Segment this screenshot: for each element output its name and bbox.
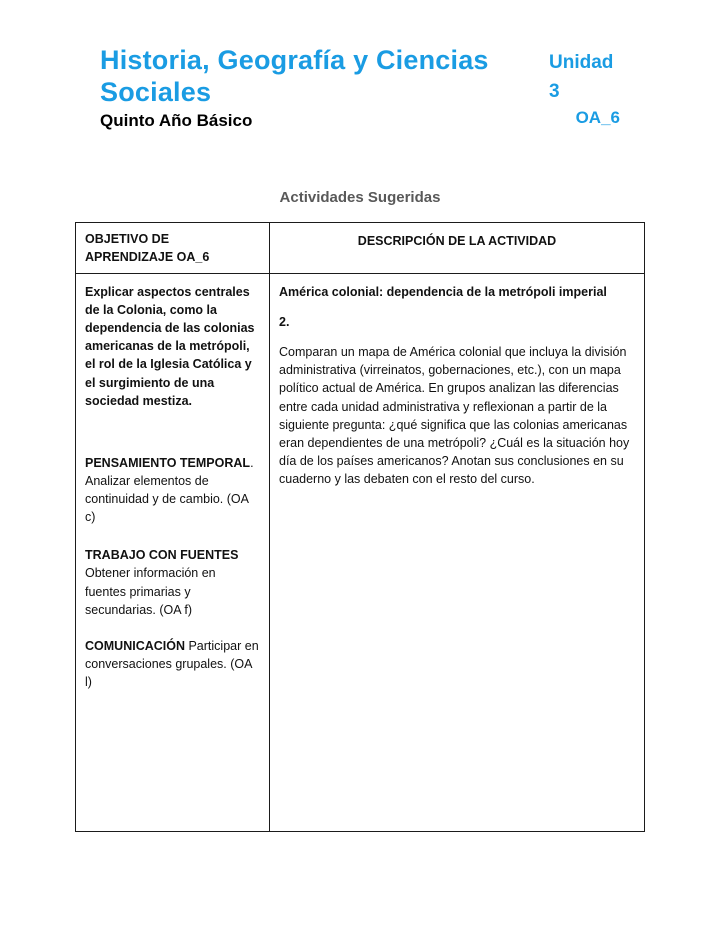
unit-label: Unidad 3: [549, 52, 614, 102]
activities-table: [75, 222, 645, 832]
header-right-block: [549, 49, 620, 131]
skill-text: . Analizar elementos de continuidad y de cambio. (OA c): [85, 455, 254, 525]
doc-subtitle: Quinto Año Básico: [100, 110, 253, 130]
section-title: Actividades Sugeridas: [279, 188, 441, 206]
activity-number: 2.: [279, 315, 290, 330]
skill-text: Participar en conversaciones grupales. (OA l): [85, 638, 259, 690]
skill-comunicacion: [85, 637, 260, 691]
col-header-objective: OBJETIVO DE APRENDIZAJE OA_6: [76, 223, 270, 274]
skill-label: TRABAJO CON FUENTES: [85, 548, 239, 563]
oa-label: OA_6: [575, 108, 620, 128]
skill-pensamiento-temporal: [85, 454, 260, 527]
doc-title: Historia, Geografía y Ciencias Sociales: [100, 45, 489, 107]
objective-main-text: Explicar aspectos centrales de la Colonia, como la dependencia de las colonias americanas de la metrópoli, el rol de la Iglesia Católica y el surgimiento de una sociedad mestiza.: [85, 284, 255, 408]
skill-text: Obtener información en fuentes primarias y secundarias. (OA f): [85, 566, 216, 617]
activity-title: América colonial: dependencia de la metrópoli imperial: [279, 284, 607, 299]
activity-cell: [270, 274, 644, 831]
header-left-block: [100, 45, 549, 131]
objective-cell: [76, 274, 270, 831]
skill-label: PENSAMIENTO TEMPORAL: [85, 455, 251, 470]
skill-label: COMUNICACIÓN: [85, 638, 185, 653]
col-header-description: [270, 223, 644, 274]
activity-description: Comparan un mapa de América colonial que incluya la división administrativa (virreinatos, gobernaciones, etc.), con un mapa político actual de América. En grupos analizan las diferencias entre cada unidad administrativa y reflexionan a partir de la siguiente pregunta: ¿qué significa que las colonias americanas eran dependientes de una metrópoli? ¿Cuál es la situación hoy día de los países americanos? Anotan sus conclusiones en su cuaderno y las debaten con el resto del curso.: [279, 345, 630, 487]
skill-trabajo-con-fuentes: [85, 546, 260, 619]
col-header-description-label: DESCRIPCIÓN DE LA ACTIVIDAD: [357, 233, 557, 248]
page-header: [0, 0, 720, 131]
